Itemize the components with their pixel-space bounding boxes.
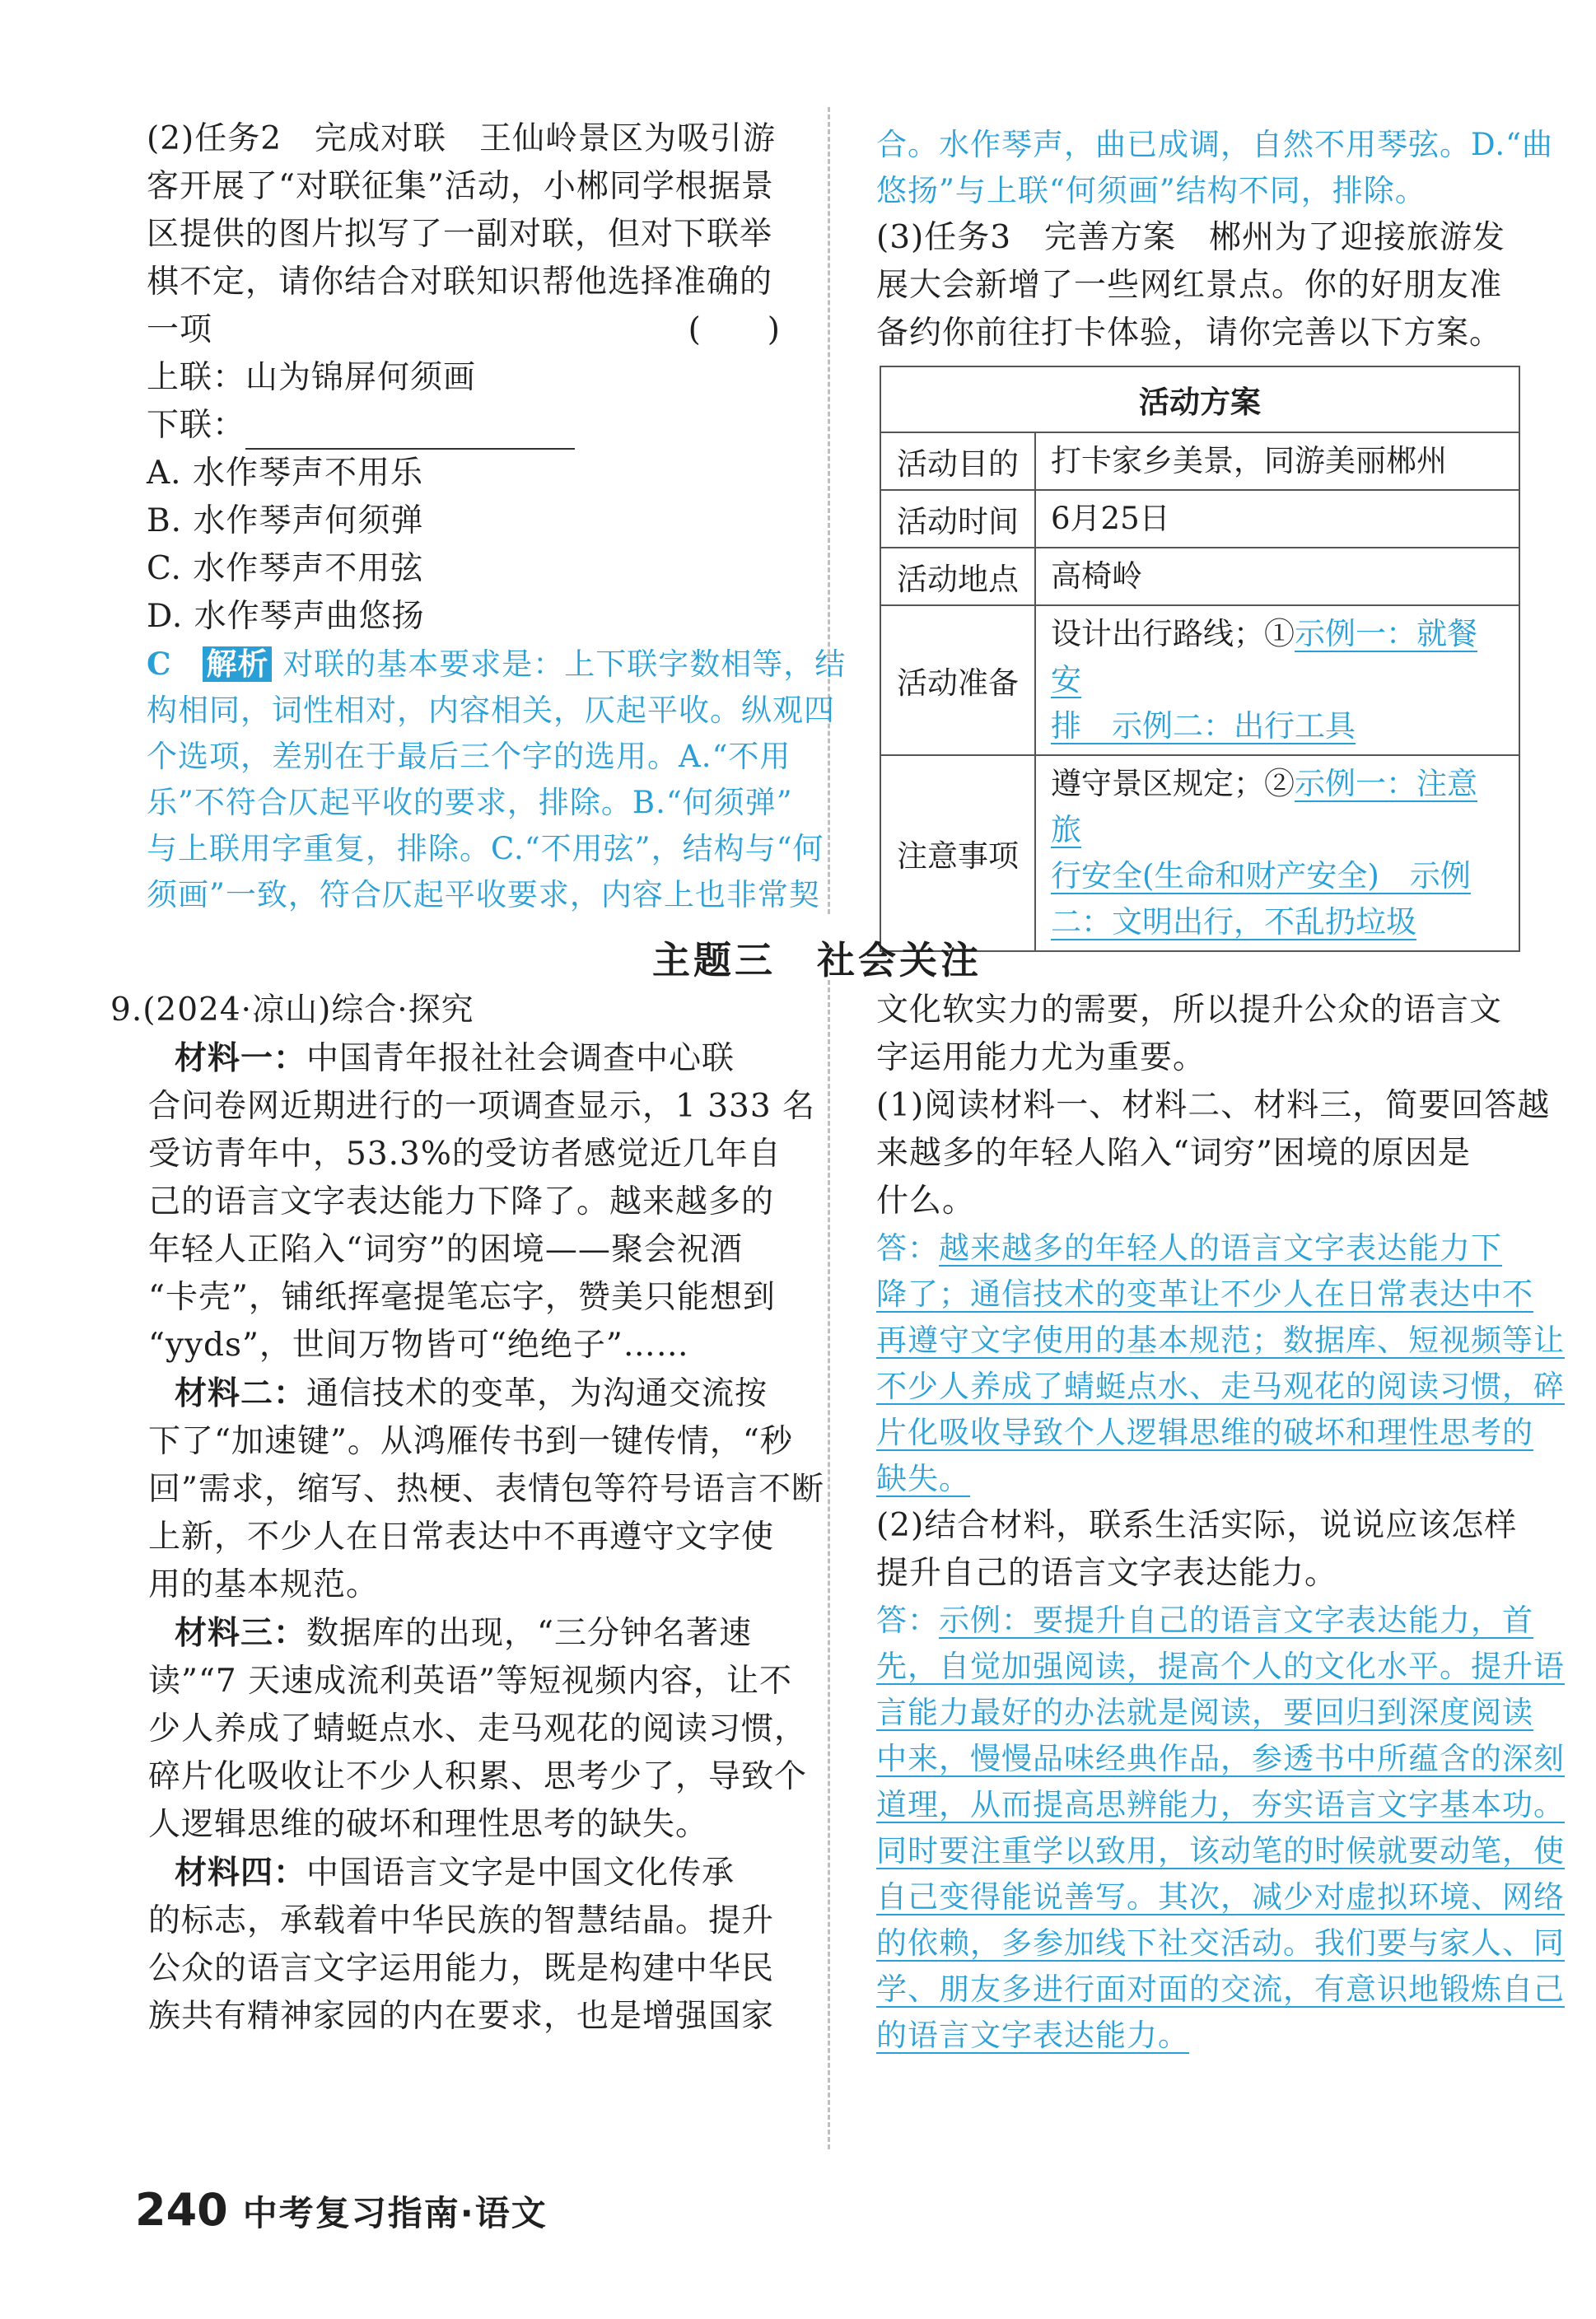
table-value-prep <box>1035 605 1519 755</box>
table-row <box>880 755 1519 951</box>
prep-answer: 排 示例二：出行工具 <box>1051 708 1356 744</box>
column-divider-top <box>828 107 830 914</box>
table-key: 活动时间 <box>880 490 1035 548</box>
option-c: C. 水作琴声不用弦 <box>147 550 424 587</box>
material-line: 读”“7 天速成流利英语”等短视频内容，让不 <box>148 1663 793 1700</box>
answer-text: 示例：要提升自己的语言文字表达能力，首 <box>939 1603 1533 1638</box>
answer-label: 答： <box>876 1230 939 1266</box>
answer-line: 不少人养成了蜻蜓点水、走马观花的阅读习惯，碎 <box>876 1369 1565 1404</box>
analysis-line: 乐”不符合仄起平收的要求，排除。B.“何须弹” <box>147 785 793 820</box>
material-label: 材料三： <box>175 1614 307 1652</box>
section-title: 主题三 社会关注 <box>652 938 982 982</box>
answer-line <box>876 1598 1535 1644</box>
q9-materials <box>110 987 824 2041</box>
table-key: 活动地点 <box>880 548 1035 605</box>
lower-couplet-label: 下联： <box>147 407 246 444</box>
prep-answer: 示例一：就餐安 <box>1051 616 1477 698</box>
table-key: 活动准备 <box>880 605 1035 755</box>
table-value: 打卡家乡美景，同游美丽郴州 <box>1035 432 1519 490</box>
lower-couplet <box>147 402 781 450</box>
option-b: B. 水作琴声何须弹 <box>147 502 424 539</box>
analysis-line: 悠扬”与上联“何须画”结构不同，排除。 <box>876 173 1426 208</box>
material-line: 文化软实力的需要，所以提升公众的语言文 <box>876 992 1503 1029</box>
sub-question-2: 提升自己的语言文字表达能力。 <box>876 1555 1338 1592</box>
material-line: “卡壳”，铺纸挥毫提笔忘字，赞美只能想到 <box>148 1279 776 1316</box>
table-value-note <box>1035 755 1519 951</box>
answer-bracket: ( ) <box>688 311 781 348</box>
activity-plan-table <box>880 366 1520 952</box>
task3-line: (3)任务3 完善方案 郴州为了迎接旅游发 <box>876 219 1506 256</box>
task2-analysis <box>147 641 847 918</box>
task2-line: 一项 <box>147 311 213 348</box>
note-answer: 行安全(生命和财产安全) 示例 <box>1051 858 1471 894</box>
material-line: 年轻人正陷入“词穷”的困境——聚会祝酒 <box>148 1231 743 1268</box>
answer-letter: C <box>147 646 172 682</box>
analysis-line: 须画”一致，符合仄起平收要求，内容上也非常契 <box>147 877 820 912</box>
answer-line: 中来，慢慢品味经典作品，参透书中所蕴含的深刻 <box>876 1741 1565 1776</box>
material-line <box>110 1034 786 1083</box>
material-text: 中国青年报社社会调查中心联 <box>306 1040 735 1077</box>
answer-line: 自己变得能说善写。其次，减少对虚拟环境、网络 <box>876 1879 1565 1915</box>
task2-block <box>147 115 847 918</box>
material-line: 的标志，承载着中华民族的智慧结晶。提升 <box>148 1902 775 1939</box>
material-line: 少人养成了蜻蜓点水、走马观花的阅读习惯， <box>148 1710 808 1747</box>
material-line: 族共有精神家园的内在要求，也是增强国家 <box>148 1998 775 2035</box>
q9-header: 9.(2024·凉山)综合·探究 <box>110 992 474 1029</box>
task2-line: (2)任务2 完成对联 王仙岭景区为吸引游 <box>147 120 777 157</box>
material-text: 通信技术的变革，为沟通交流按 <box>306 1375 768 1412</box>
material-line <box>110 1609 786 1658</box>
answer-line: 缺失。 <box>876 1461 970 1496</box>
analysis-text: 对联的基本要求是：上下联字数相等，结 <box>282 646 847 682</box>
lower-couplet-blank <box>245 415 575 450</box>
table-key: 活动目的 <box>880 432 1035 490</box>
material-line: 用的基本规范。 <box>148 1566 380 1603</box>
table-row <box>880 366 1519 432</box>
answer-line: 的语言文字表达能力。 <box>876 2018 1189 2053</box>
answer-line: 先，自觉加强阅读，提高个人的文化水平。提升语 <box>876 1649 1565 1684</box>
sub-question-1: 什么。 <box>876 1183 976 1220</box>
task2-line-last <box>147 306 781 354</box>
task2-line: 客开展了“对联征集”活动，小郴同学根据景 <box>147 168 774 205</box>
answer-text: 越来越多的年轻人的语言文字表达能力下 <box>939 1230 1502 1266</box>
task3-line: 备约你前往打卡体验，请你完善以下方案。 <box>876 315 1503 352</box>
answer-line: 道理，从而提高思辨能力，夯实语言文字基本功。 <box>876 1787 1565 1822</box>
analysis-line: 与上联用字重复，排除。C.“不用弦”，结构与“何 <box>147 831 824 866</box>
page-footer <box>135 2184 548 2236</box>
material-line: 合问卷网近期进行的一项调查显示，1 333 名 <box>148 1088 816 1125</box>
material-line: 下了“加速键”。从鸿雁传书到一键传情，“秒 <box>148 1423 793 1460</box>
material-label: 材料二： <box>175 1374 307 1412</box>
book-title: 中考复习指南·语文 <box>242 2193 548 2233</box>
answer-line: 的依赖，多参加线下社交活动。我们要与家人、同 <box>876 1925 1565 1961</box>
task2-line: 棋不定，请你结合对联知识帮他选择准确的 <box>147 264 773 301</box>
task3-line: 展大会新增了一些网红景点。你的好朋友准 <box>876 267 1503 304</box>
answer-label: 答： <box>876 1603 939 1638</box>
material-line <box>110 1369 786 1418</box>
sub-question-1: (1)阅读材料一、材料二、材料三，简要回答越 <box>876 1087 1551 1124</box>
answer-line: 再遵守文字使用的基本规范；数据库、短视频等让 <box>876 1323 1565 1358</box>
material-label: 材料一： <box>175 1039 307 1077</box>
table-value: 高椅岭 <box>1035 548 1519 605</box>
sub-question-2: (2)结合材料，联系生活实际，说说应该怎样 <box>876 1507 1518 1544</box>
answer-line: 学、朋友多进行面对面的交流，有意识地锻炼自己 <box>876 1971 1565 2007</box>
option-a: A. 水作琴声不用乐 <box>147 455 423 492</box>
page-number: 240 <box>135 2184 228 2236</box>
material-line: 人逻辑思维的破坏和理性思考的缺失。 <box>148 1806 709 1843</box>
table-row <box>880 432 1519 490</box>
material-line <box>110 1849 786 1897</box>
table-title: 活动方案 <box>880 366 1519 432</box>
answer-1 <box>876 1225 1565 1502</box>
upper-couplet: 上联：山为锦屏何须画 <box>147 359 477 396</box>
analysis-line: 合。水作琴声，曲已成调，自然不用琴弦。D.“曲 <box>876 127 1554 162</box>
table-row <box>880 490 1519 548</box>
material-line: 回”需求，缩写、热梗、表情包等符号语言不断 <box>148 1471 824 1508</box>
q9-questions <box>876 987 1565 2059</box>
material-line: “yyds”，世间万物皆可“绝绝子”…… <box>148 1327 689 1364</box>
answer-line <box>876 1225 1535 1271</box>
answer-line: 降了；通信技术的变革让不少人在日常表达中不 <box>876 1276 1533 1312</box>
analysis-tag: 解析 <box>203 646 272 682</box>
answer-line: 片化吸收导致个人逻辑思维的破坏和理性思考的 <box>876 1415 1533 1450</box>
material-text: 中国语言文字是中国文化传承 <box>306 1855 735 1892</box>
column-divider-bottom <box>828 980 830 2149</box>
prep-prefix: 设计出行路线；① <box>1051 616 1295 651</box>
material-line: 公众的语言文字运用能力，既是构建中华民 <box>148 1950 775 1987</box>
note-answer: 示例一：注意旅 <box>1051 766 1477 847</box>
table-row <box>880 548 1519 605</box>
table-row <box>880 605 1519 755</box>
option-d: D. 水作琴声曲悠扬 <box>147 598 425 635</box>
material-line: 上新，不少人在日常表达中不再遵守文字使 <box>148 1519 775 1556</box>
task2-line: 区提供的图片拟写了一副对联，但对下联举 <box>147 216 773 253</box>
note-answer: 二：文明出行，不乱扔垃圾 <box>1051 904 1416 940</box>
task3-block <box>876 122 1554 357</box>
answer-2 <box>876 1598 1565 2059</box>
answer-line: 言能力最好的办法就是阅读，要回归到深度阅读 <box>876 1695 1533 1730</box>
material-line: 己的语言文字表达能力下降了。越来越多的 <box>148 1183 775 1220</box>
material-line: 受访青年中，53.3%的受访者感觉近几年自 <box>148 1136 782 1173</box>
analysis-line <box>147 641 847 688</box>
material-text: 数据库的出现，“三分钟名著速 <box>306 1615 752 1652</box>
table-value: 6月25日 <box>1035 490 1519 548</box>
table-key: 注意事项 <box>880 755 1035 951</box>
note-prefix: 遵守景区规定；② <box>1051 766 1295 801</box>
analysis-line: 构相同，词性相对，内容相关，仄起平收。纵观四 <box>147 693 835 728</box>
task2-analysis-cont <box>876 122 1554 214</box>
sub-question-1: 来越多的年轻人陷入“词穷”困境的原因是 <box>876 1135 1471 1172</box>
analysis-line: 个选项，差别在于最后三个字的选用。A.“不用 <box>147 739 791 774</box>
material-line: 碎片化吸收让不少人积累、思考少了，导致个 <box>148 1758 808 1795</box>
answer-line: 同时要注重学以致用，该动笔的时候就要动笔，使 <box>876 1833 1565 1869</box>
material-label: 材料四： <box>175 1854 307 1892</box>
material-line: 字运用能力尤为重要。 <box>876 1039 1206 1076</box>
